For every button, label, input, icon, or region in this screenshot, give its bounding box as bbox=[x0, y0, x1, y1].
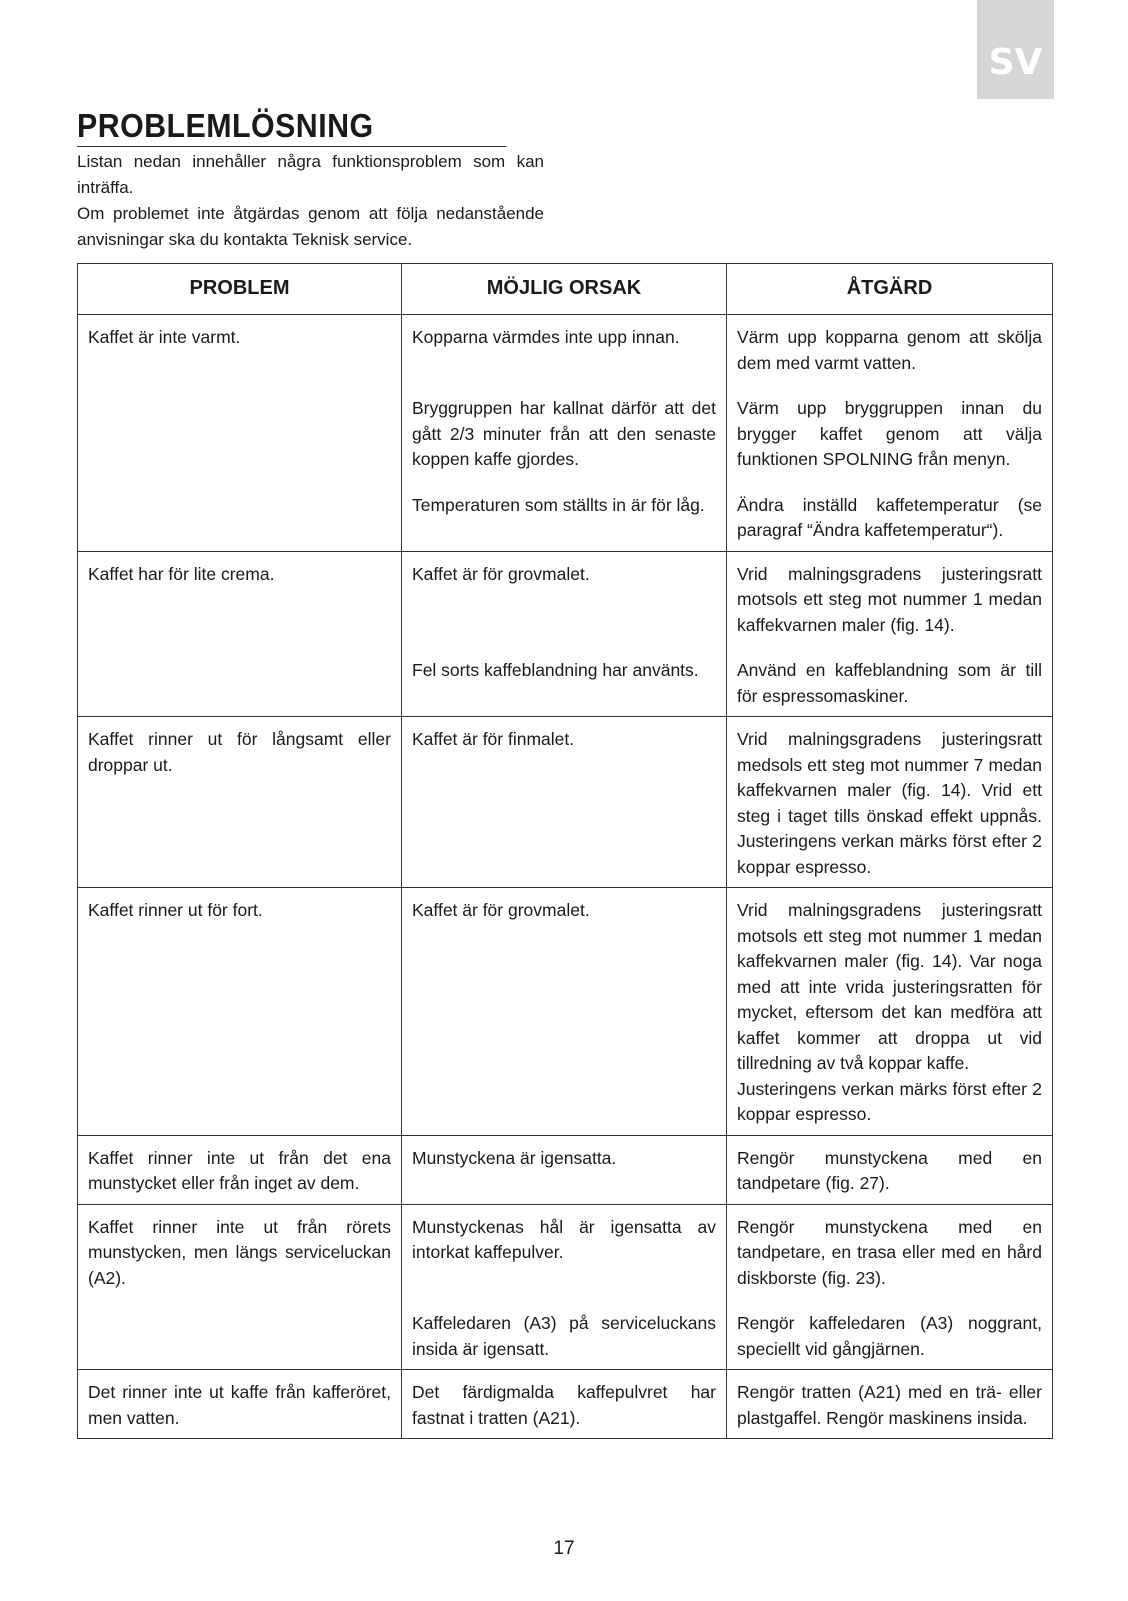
cause-cell: Bryggruppen har kallnat därför att det gått 2/3 minuter från att den senaste koppen kaffe gjordes. bbox=[402, 376, 727, 473]
cause-cell: Munstyckenas hål är igensatta av intorkat kaffepulver. bbox=[402, 1204, 727, 1291]
cause-cell: Munstyckena är igensatta. bbox=[402, 1135, 727, 1204]
remedy-cell: Rengör munstyckena med en tandpetare, en trasa eller med en hård diskborste (fig. 23). bbox=[727, 1204, 1053, 1291]
problem-cell: Kaffet rinner inte ut från det ena munstycket eller från inget av dem. bbox=[78, 1135, 402, 1204]
table-row bbox=[78, 638, 1053, 717]
intro-paragraph: Om problemet inte åtgärdas genom att följa nedanstående anvisningar ska du kontakta Teknisk service. bbox=[77, 204, 544, 249]
table-row bbox=[78, 376, 1053, 473]
table-row bbox=[78, 315, 1053, 377]
cause-cell: Fel sorts kaffeblandning har använts. bbox=[402, 638, 727, 717]
problem-cell-empty bbox=[78, 376, 402, 473]
intro-text bbox=[77, 149, 544, 253]
table-row bbox=[78, 1291, 1053, 1370]
troubleshooting-table bbox=[77, 263, 1053, 1439]
page-number: 17 bbox=[553, 1538, 575, 1559]
problem-cell: Kaffet har för lite crema. bbox=[78, 551, 402, 638]
remedy-cell: Rengör kaffeledaren (A3) noggrant, speciellt vid gångjärnen. bbox=[727, 1291, 1053, 1370]
cause-cell: Kaffet är för grovmalet. bbox=[402, 551, 727, 638]
cause-cell: Kaffet är för finmalet. bbox=[402, 717, 727, 888]
header-problem: PROBLEM bbox=[78, 264, 402, 315]
header-remedy: ÅTGÄRD bbox=[727, 264, 1053, 315]
remedy-cell: Rengör munstyckena med en tandpetare (fig. 27). bbox=[727, 1135, 1053, 1204]
intro-paragraph: Listan nedan innehåller några funktionsproblem som kan inträffa. bbox=[77, 152, 544, 197]
problem-cell: Det rinner inte ut kaffe från kafferöret, men vatten. bbox=[78, 1370, 402, 1439]
problem-cell: Kaffet rinner inte ut från rörets munstycken, men längs serviceluckan (A2). bbox=[78, 1204, 402, 1291]
remedy-cell: Värm upp kopparna genom att skölja dem med varmt vatten. bbox=[727, 315, 1053, 377]
table-row bbox=[78, 1135, 1053, 1204]
language-tab: SV bbox=[977, 0, 1054, 99]
table-row bbox=[78, 551, 1053, 638]
remedy-cell: Ändra inställd kaffetemperatur (se paragraf “Ändra kaffetemperatur“). bbox=[727, 473, 1053, 552]
remedy-cell: Värm upp bryggruppen innan du brygger kaffet genom att välja funktionen SPOLNING från menyn. bbox=[727, 376, 1053, 473]
cause-cell: Kaffeledaren (A3) på serviceluckans insida är igensatt. bbox=[402, 1291, 727, 1370]
problem-cell-empty bbox=[78, 1291, 402, 1370]
table-row bbox=[78, 1370, 1053, 1439]
page-title: PROBLEMLÖSNING bbox=[77, 106, 507, 147]
table-header-row bbox=[78, 264, 1053, 315]
cause-cell: Kopparna värmdes inte upp innan. bbox=[402, 315, 727, 377]
remedy-cell: Använd en kaffeblandning som är till för espressomaskiner. bbox=[727, 638, 1053, 717]
problem-cell: Kaffet är inte varmt. bbox=[78, 315, 402, 377]
cause-cell: Temperaturen som ställts in är för låg. bbox=[402, 473, 727, 552]
table-row bbox=[78, 717, 1053, 888]
problem-cell-empty bbox=[78, 638, 402, 717]
header-cause: MÖJLIG ORSAK bbox=[402, 264, 727, 315]
problem-cell: Kaffet rinner ut för långsamt eller droppar ut. bbox=[78, 717, 402, 888]
problem-cell-empty bbox=[78, 473, 402, 552]
table-row bbox=[78, 473, 1053, 552]
remedy-text: Justeringens verkan märks först efter 2 koppar espresso. bbox=[737, 1078, 1042, 1124]
cause-cell: Det färdigmalda kaffepulvret har fastnat i tratten (A21). bbox=[402, 1370, 727, 1439]
table-row bbox=[78, 888, 1053, 1136]
remedy-cell: Rengör tratten (A21) med en trä- eller plastgaffel. Rengör maskinens insida. bbox=[727, 1370, 1053, 1439]
table-row bbox=[78, 1204, 1053, 1291]
remedy-text: Vrid malningsgradens justeringsratt motsols ett steg mot nummer 1 medan kaffekvarnen maler (fig. 14). Var noga med att inte vrida justeringsratten för mycket, eftersom det kan medföra att kaffet kommer att droppa ut vid tillredning av två koppar kaffe. bbox=[737, 900, 1042, 1073]
cause-cell: Kaffet är för grovmalet. bbox=[402, 888, 727, 1136]
remedy-cell: Vrid malningsgradens justeringsratt motsols ett steg mot nummer 1 medan kaffekvarnen maler (fig. 14). bbox=[727, 551, 1053, 638]
remedy-cell bbox=[727, 888, 1053, 1136]
remedy-cell: Vrid malningsgradens justeringsratt medsols ett steg mot nummer 7 medan kaffekvarnen maler (fig. 14). Vrid ett steg i taget tills önskad effekt uppnås. Justeringens verkan märks först efter 2 koppar espresso. bbox=[727, 717, 1053, 888]
problem-cell: Kaffet rinner ut för fort. bbox=[78, 888, 402, 1136]
